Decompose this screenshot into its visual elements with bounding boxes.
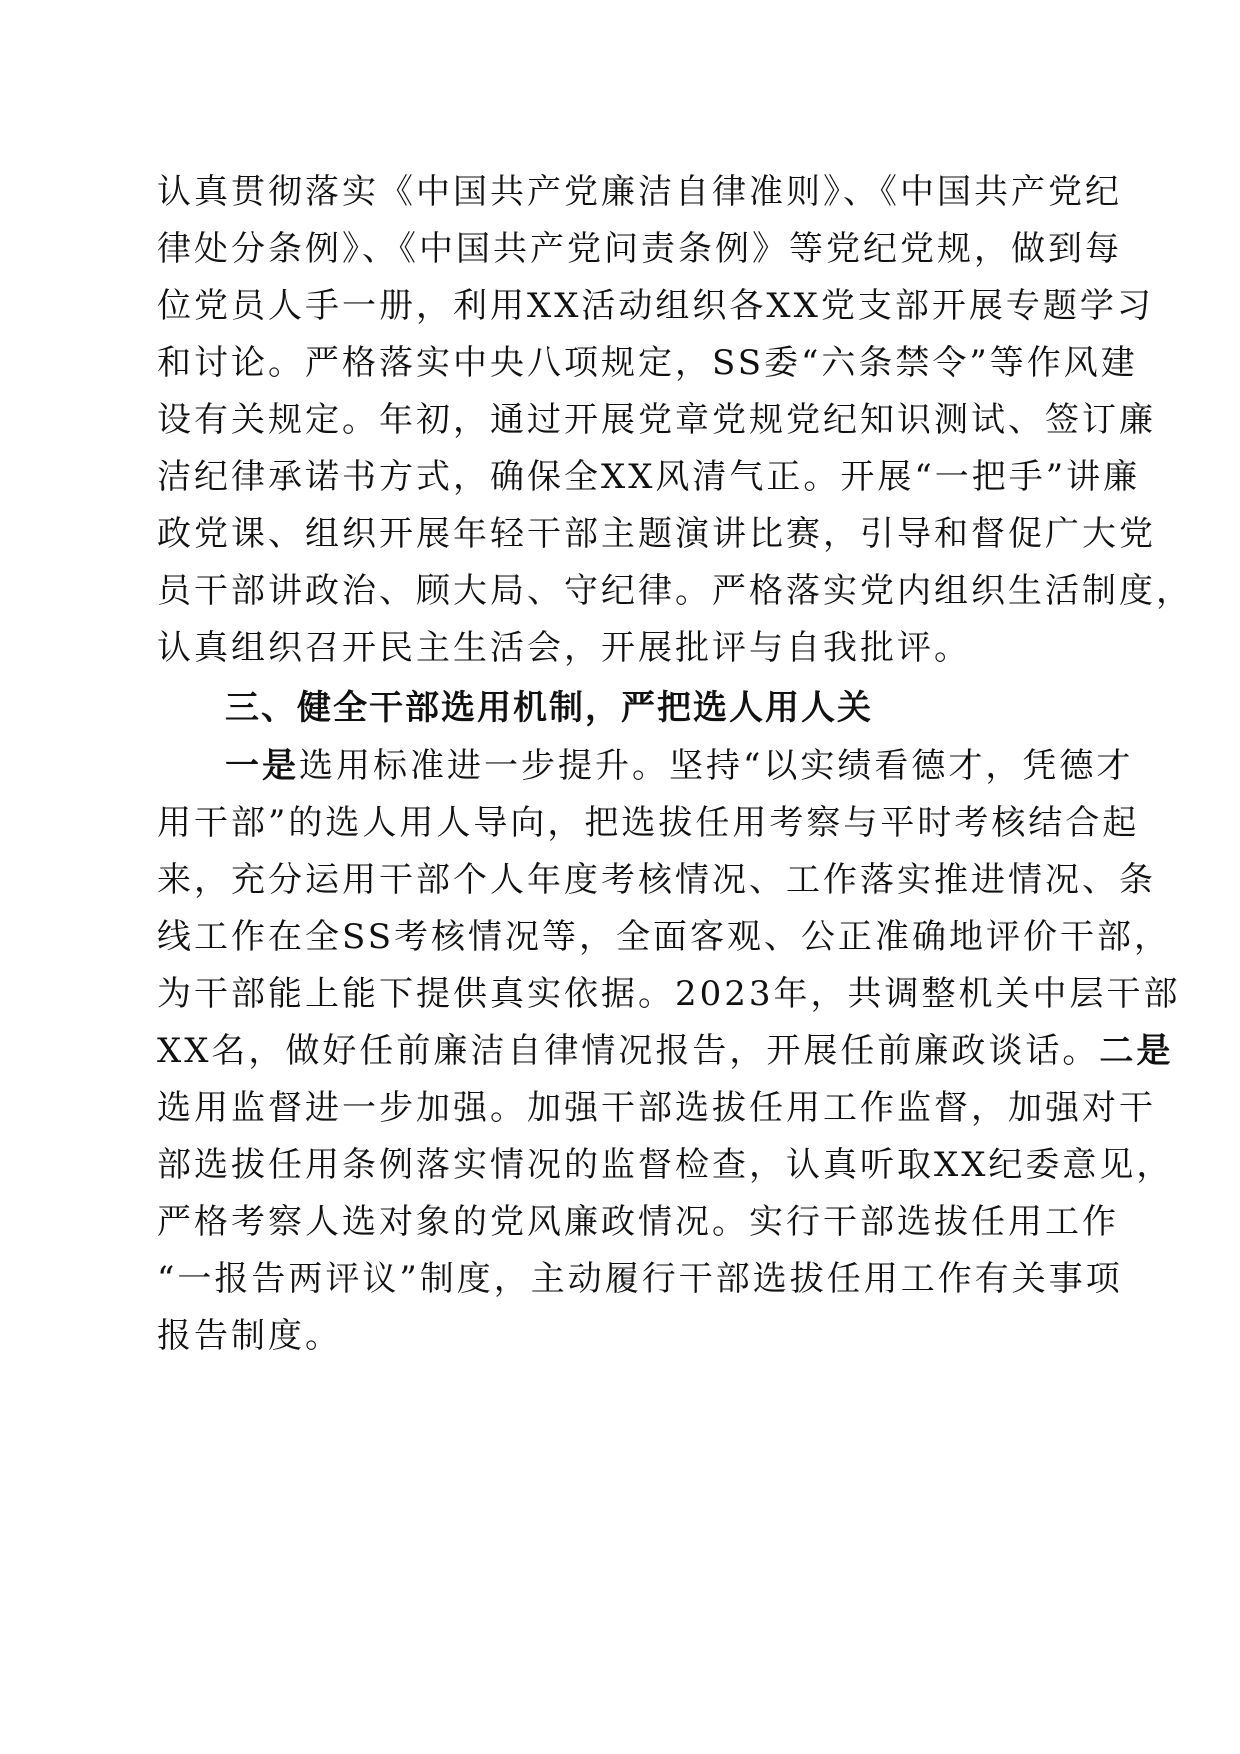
bold-lead: 二是: [1099, 1031, 1174, 1071]
section-heading: 三、健全干部选用机制，严把选人用人关: [225, 688, 873, 728]
paragraph-line: 设有关规定。年初，通过开展党章党规党纪知识测试、签订廉: [157, 400, 1156, 440]
bold-lead: 一是: [225, 746, 299, 786]
paragraph-line: 部选拔任用条例落实情况的监督检查，认真听取XX纪委意见，: [157, 1145, 1174, 1185]
paragraph-line: 位党员人手一册，利用XX活动组织各XX党支部开展专题学习: [157, 286, 1154, 326]
paragraph-line: 员干部讲政治、顾大局、守纪律。严格落实党内组织生活制度，: [157, 571, 1193, 611]
paragraph-line: 报告制度。: [157, 1316, 342, 1356]
paragraph-line: 选用监督进一步加强。加强干部选拔任用工作监督，加强对干: [157, 1088, 1156, 1128]
paragraph-line: [157, 1031, 1174, 1071]
line-text: 选用标准进一步提升。坚持“以实绩看德才，凭德才: [299, 746, 1134, 786]
paragraph-line: 政党课、组织开展年轻干部主题演讲比赛，引导和督促广大党: [157, 514, 1156, 554]
line-text: XX名，做好任前廉洁自律情况报告，开展任前廉政谈话。: [157, 1031, 1100, 1071]
paragraph-line: 为干部能上能下提供真实依据。2023年，共调整机关中层干部: [157, 974, 1181, 1014]
paragraph-line: 洁纪律承诺书方式，确保全XX风清气正。开展“一把手”讲廉: [157, 457, 1141, 497]
paragraph-line: 严格考察人选对象的党风廉政情况。实行干部选拔任用工作: [157, 1202, 1119, 1242]
paragraph-line: 律处分条例》、《中国共产党问责条例》等党纪党规，做到每: [157, 229, 1122, 269]
paragraph-line: 用干部”的选人用人导向，把选拔任用考察与平时考核结合起: [157, 803, 1140, 843]
paragraph-line: 线工作在全SS考核情况等，全面客观、公正准确地评价干部，: [157, 917, 1171, 957]
paragraph-line: 来，充分运用干部个人年度考核情况、工作落实推进情况、条: [157, 860, 1156, 900]
paragraph-line: 认真贯彻落实《中国共产党廉洁自律准则》、《中国共产党纪: [157, 172, 1122, 212]
paragraph-line: [225, 746, 1134, 786]
paragraph-line: 认真组织召开民主生活会，开展批评与自我批评。: [157, 628, 971, 668]
paragraph-line: “一报告两评议”制度，主动履行干部选拔任用工作有关事项: [157, 1259, 1123, 1299]
paragraph-line: 和讨论。严格落实中央八项规定，SS委“六条禁令”等作风建: [157, 343, 1138, 383]
